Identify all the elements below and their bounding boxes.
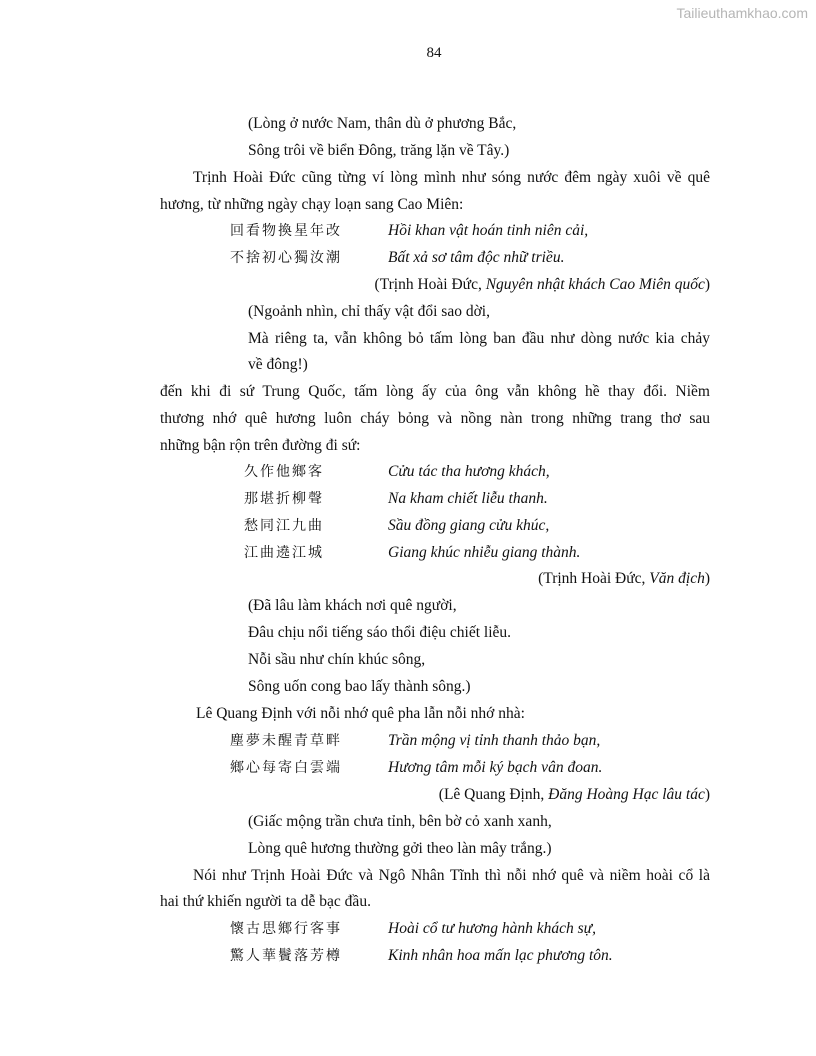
citation-author: (Trịnh Hoài Đức, bbox=[374, 276, 486, 293]
citation bbox=[439, 785, 710, 805]
citation bbox=[375, 275, 710, 295]
citation-title: Văn địch bbox=[649, 570, 705, 587]
paragraph-line: Lê Quang Định với nỗi nhớ quê pha lẫn nỗi nhớ nhà: bbox=[196, 705, 525, 722]
translation-line: (Giấc mộng trần chưa tỉnh, bên bờ cỏ xanh xanh, bbox=[248, 813, 552, 830]
paragraph-line: thương nhớ quê hương luôn cháy bỏng và nồng nàn trong những trang thơ sau bbox=[160, 410, 710, 427]
viet-verse: Bất xả sơ tâm độc nhữ triều. bbox=[388, 249, 565, 266]
han-verse: 鄉心每寄白雲端 bbox=[230, 760, 342, 776]
translation-line: Sông uốn cong bao lấy thành sông.) bbox=[248, 678, 471, 695]
citation-author: (Lê Quang Định, bbox=[438, 786, 549, 803]
han-verse: 江曲遶江城 bbox=[244, 545, 324, 561]
citation-end: ) bbox=[704, 570, 710, 587]
translation-line: về đông!) bbox=[248, 356, 308, 373]
paragraph-line: Trịnh Hoài Đức cũng từng ví lòng mình như sóng nước đêm ngày xuôi về quê bbox=[193, 169, 710, 186]
translation-line: (Ngoảnh nhìn, chỉ thấy vật đổi sao dời, bbox=[248, 303, 490, 320]
translation-line: Sông trôi về biển Đông, trăng lặn về Tây.) bbox=[248, 142, 510, 159]
han-verse: 久作他鄉客 bbox=[244, 464, 324, 480]
translation-line: (Lòng ở nước Nam, thân dù ở phương Bắc, bbox=[248, 115, 517, 132]
translation-line: Lòng quê hương thường gởi theo làn mây trắng.) bbox=[248, 840, 552, 857]
translation-line: (Đã lâu làm khách nơi quê người, bbox=[248, 597, 457, 614]
viet-verse: Hương tâm mỗi ký bạch vân đoan. bbox=[388, 759, 603, 776]
translation-line: Mà riêng ta, vẫn không bỏ tấm lòng ban đầu như dòng nước kia chảy bbox=[248, 330, 710, 347]
translation-line: Đâu chịu nổi tiếng sáo thổi điệu chiết liễu. bbox=[248, 624, 512, 641]
viet-verse: Hồi khan vật hoán tinh niên cải, bbox=[388, 222, 589, 239]
viet-verse: Kinh nhân hoa mấn lạc phương tôn. bbox=[388, 947, 613, 964]
han-verse: 回看物換星年改 bbox=[230, 223, 342, 239]
paragraph-line: hương, từ những ngày chạy loạn sang Cao Miên: bbox=[160, 196, 464, 213]
viet-verse: Sầu đồng giang cửu khúc, bbox=[388, 517, 550, 534]
paragraph-line: Nói như Trịnh Hoài Đức và Ngô Nhân Tĩnh thì nỗi nhớ quê và niềm hoài cổ là bbox=[193, 867, 710, 884]
page-number: 84 bbox=[426, 45, 442, 61]
translation-line: Nỗi sầu như chín khúc sông, bbox=[248, 651, 426, 668]
citation-title: Đăng Hoàng Hạc lâu tác bbox=[548, 786, 705, 803]
citation-end: ) bbox=[704, 786, 710, 803]
citation bbox=[538, 569, 710, 589]
citation-author: (Trịnh Hoài Đức, bbox=[538, 570, 650, 587]
han-verse: 不捨初心獨汝潮 bbox=[230, 250, 342, 266]
han-verse: 驚人華鬢落芳樽 bbox=[230, 948, 342, 964]
viet-verse: Giang khúc nhiễu giang thành. bbox=[388, 544, 581, 561]
viet-verse: Cửu tác tha hương khách, bbox=[388, 463, 550, 480]
viet-verse: Na kham chiết liễu thanh. bbox=[388, 490, 548, 507]
citation-end: ) bbox=[704, 276, 710, 293]
han-verse: 懷古思鄉行客事 bbox=[230, 921, 342, 937]
citation-title: Nguyên nhật khách Cao Miên quốc bbox=[485, 276, 705, 293]
viet-verse: Hoài cổ tư hương hành khách sự, bbox=[388, 920, 596, 937]
paragraph-line: hai thứ khiến người ta dễ bạc đầu. bbox=[160, 893, 371, 910]
paragraph-line: những bận rộn trên đường đi sứ: bbox=[160, 437, 361, 454]
paragraph-line: đến khi đi sứ Trung Quốc, tấm lòng ấy của ông vẫn không hề thay đổi. Niềm bbox=[160, 383, 710, 400]
viet-verse: Trần mộng vị tỉnh thanh thảo bạn, bbox=[388, 732, 601, 749]
watermark: Tailieuthamkhao.com bbox=[676, 5, 808, 21]
han-verse: 那堪折柳聲 bbox=[244, 491, 324, 507]
han-verse: 愁同江九曲 bbox=[244, 518, 324, 534]
han-verse: 塵夢未醒青草畔 bbox=[230, 733, 342, 749]
